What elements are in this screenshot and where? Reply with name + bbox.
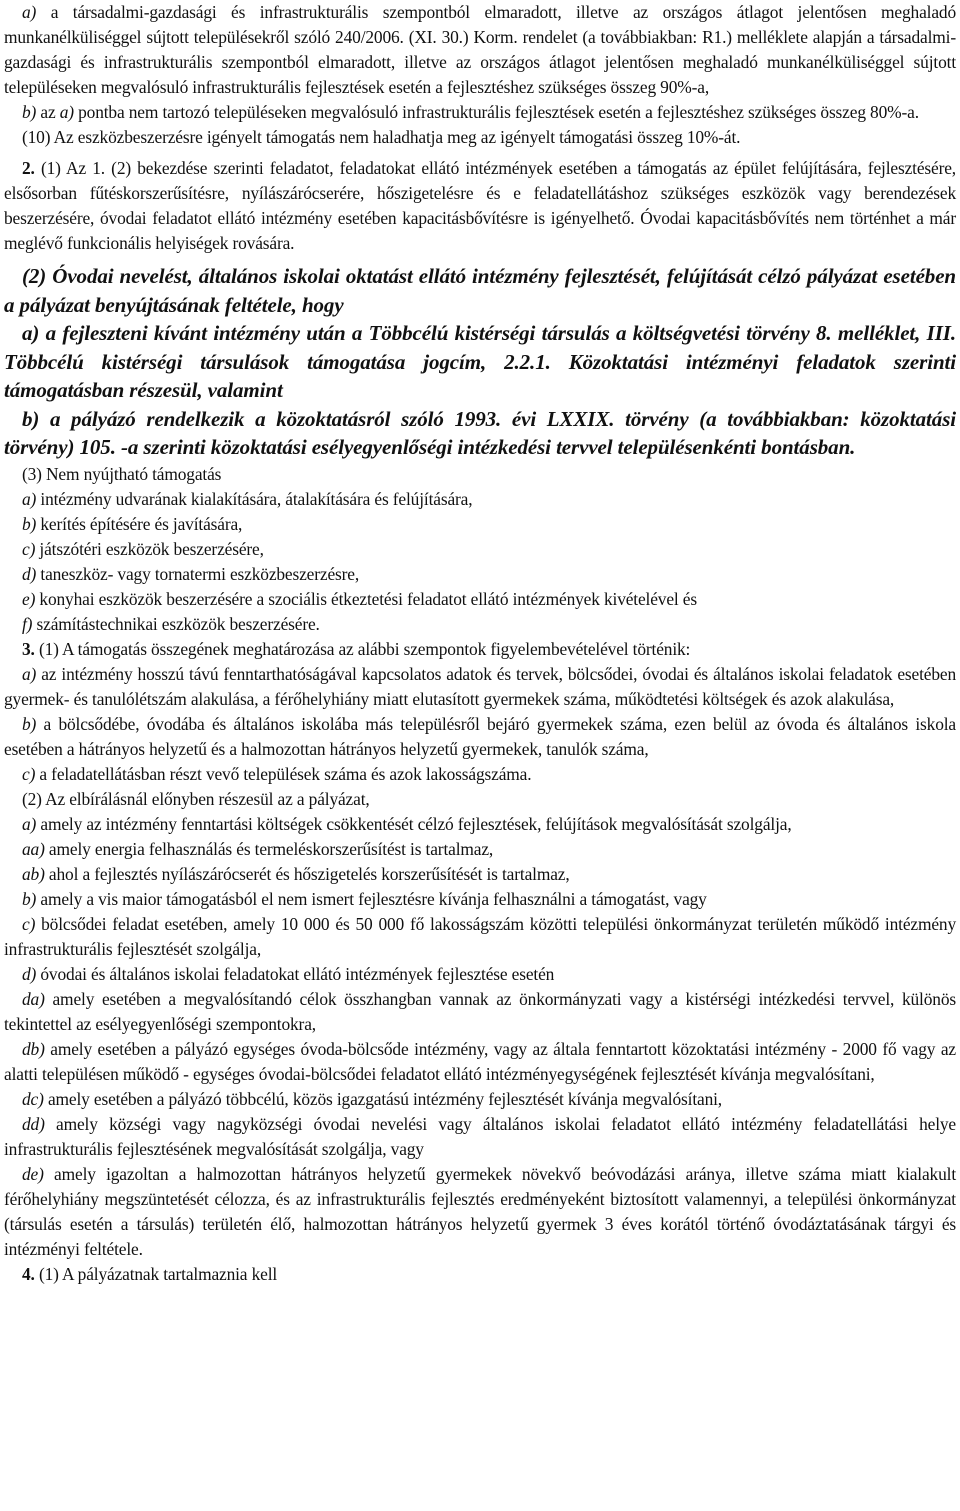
paragraph [4, 100, 956, 125]
paragraph [4, 462, 956, 487]
item-label: c) [22, 913, 36, 934]
item-label: a) [22, 2, 37, 22]
item-label: dd) [22, 1113, 45, 1134]
list-item [4, 962, 956, 987]
list-item [4, 562, 956, 587]
list-item [4, 862, 956, 887]
item-label: c) [22, 763, 36, 784]
section-number: 2. [22, 158, 35, 178]
item-text: játszótéri eszközök beszerzésére, [35, 538, 264, 559]
item-text: (2) Az elbírálásnál előnyben részesül az a pályázat, [22, 788, 370, 809]
list-item [4, 1087, 956, 1112]
item-text: amely községi vagy nagyközségi óvodai nevelési vagy általános iskolai feladatot ellátó intézmény feladatellátási helye infrastrukturális fejlesztésének megvalósítását szolgálja, vagy [4, 1113, 956, 1159]
item-text: a társadalmi-gazdasági és infrastrukturális szempontból elmaradott, illetve az országos átlagot jelentősen meghaladó munkanélküliséggel sújtott településekről szóló 240/2006. (XI. 30.) Korm. rendelet (a továbbiakban: R1.) melléklete alapján a társadalmi-gazdasági és infrastrukturális szempontból elmaradott, illetve az országos átlagot jelentősen meghaladó munkanélküliséggel sújtott településeken megvalósuló infrastrukturális fejlesztések esetén a fejlesztéshez szükséges összeg 90%-a, [4, 2, 956, 97]
item-text: (3) Nem nyújtható támogatás [22, 463, 222, 484]
item-text: amely az intézmény fenntartási költségek csökkentését célzó fejlesztések, felújítások megvalósítását szolgálja, [36, 813, 792, 834]
item-label: a) [22, 663, 37, 684]
list-item [4, 537, 956, 562]
item-label: f) [22, 613, 33, 634]
list-item [4, 712, 956, 762]
item-label: da) [22, 988, 45, 1009]
item-text: kerítés építésére és javítására, [36, 513, 243, 534]
item-label: b) [22, 888, 37, 909]
item-label: a) [22, 488, 37, 509]
item-text: (1) A támogatás összegének meghatározása az alábbi szempontok figyelembevételével történik: [34, 638, 691, 659]
list-item [4, 887, 956, 912]
list-item [4, 512, 956, 537]
section-number: 4. [22, 1263, 35, 1284]
list-item [4, 662, 956, 712]
bold-text: (2) Óvodai nevelést, általános iskolai oktatást ellátó intézmény fejlesztését, felújítását célzó pályázat esetében a pályázat benyújtásának feltétele, hogy [4, 264, 956, 317]
list-item [4, 912, 956, 962]
list-item [4, 762, 956, 787]
item-text: az [36, 102, 60, 122]
item-text: a feladatellátásban részt vevő települések száma és azok lakosságszáma. [35, 763, 532, 784]
item-label: de) [22, 1163, 44, 1184]
item-text: taneszköz- vagy tornatermi eszközbeszerzésre, [36, 563, 360, 584]
item-text: az intézmény hosszú távú fenntarthatóságával kapcsolatos adatok és tervek, bölcsődei, óvodai és általános iskolai feladatok esetében gyermek- és tanulólétszám alakulása, a férőhelyhiány miatt elutasított gyermekek száma, működtetési költségek és azok alakulása, [4, 663, 956, 709]
list-item [4, 987, 956, 1037]
list-item [4, 1162, 956, 1262]
item-text: amely esetében a pályázó egységes óvoda-bölcsőde intézmény, vagy az általa fenntartott közoktatási intézmény - 2000 fő vagy az alatti településen működő - egységes óvodai-bölcsődei feladatot ellátó intézményegységének fejlesztését kívánja megvalósítani, [4, 1038, 956, 1084]
item-text: intézmény udvarának kialakítására, átalakítására és felújítására, [36, 488, 473, 509]
item-label: b) [22, 713, 37, 734]
item-text: ahol a fejlesztés nyílászárócserét és hőszigetelés korszerűsítését is tartalmaz, [44, 863, 570, 884]
item-label: ab) [22, 863, 45, 884]
list-item [4, 612, 956, 637]
bold-paragraph [4, 405, 956, 462]
item-label: b) [22, 513, 37, 534]
item-text: amely energia felhasználás és termeléskorszerűsítést is tartalmaz, [44, 838, 494, 859]
item-label: b) [22, 102, 37, 122]
item-text: amely igazoltan a halmozottan hátrányos helyzetű gyermekek növekvő beóvodázási aránya, illetve száma miatt kialakult férőhelyhiány megszüntetését célozza, és az infrastrukturális fejlesztés eredményeként biztosított valamennyi, a települési önkormányzat (társulás esetén a társulás) területén élő, halmozottan hátrányos helyzetű gyermek 3 éves korától történő óvodáztatásának tárgyi és intézményi feltétele. [4, 1163, 956, 1259]
item-label: c) [22, 538, 36, 559]
item-label: a) [22, 813, 37, 834]
item-label: aa) [22, 838, 45, 859]
bold-paragraph [4, 262, 956, 319]
bold-text: b) a pályázó rendelkezik a közoktatásról szóló 1993. évi LXXIX. törvény (a továbbiakban: közoktatási törvény) 105. -a szerinti közoktatási esélyegyenlőségi intézkedési tervvel településenkénti bontásban. [4, 406, 956, 459]
item-text: (1) Az 1. (2) bekezdése szerinti feladatot, feladatokat ellátó intézmények esetében a támogatás az épület felújítására, fejlesztésére, elsősorban fűtéskorszerűsítésre, nyílászárócserére, hőszigetelésre és e feladatellátáshoz szükséges eszközök vagy berendezések beszerzésére, óvodai feladatot ellátó intézmény esetében kapacitásbővítésre is igényelhető. Óvodai kapacitásbővítés nem történhet a már meglévő funkcionális helyiségek rovására. [4, 158, 956, 253]
item-text: pontba nem tartozó településeken megvalósuló infrastrukturális fejlesztések esetén a fejlesztéshez szükséges összeg 80%-a. [73, 102, 919, 122]
item-text: amely a vis maior támogatásból el nem ismert fejlesztésre kívánja felhasználni a támogatást, vagy [36, 888, 707, 909]
section-number: 3. [22, 638, 35, 659]
paragraph [4, 787, 956, 812]
list-item [4, 1112, 956, 1162]
item-text: amely esetében a megvalósítandó célok összhangban vannak az önkormányzati vagy a kistérségi intézkedési tervvel, különös tekintettel az esélyegyenlőségi szempontokra, [4, 988, 956, 1034]
item-label: d) [22, 963, 37, 984]
item-label: a) [59, 102, 74, 122]
item-label: e) [22, 588, 36, 609]
paragraph [4, 0, 956, 100]
section-paragraph [4, 637, 956, 662]
bold-paragraph [4, 319, 956, 405]
list-item [4, 812, 956, 837]
item-label: d) [22, 563, 37, 584]
list-item [4, 837, 956, 862]
item-text: (10) Az eszközbeszerzésre igényelt támogatás nem haladhatja meg az igényelt támogatási összeg 10%-át. [22, 127, 741, 147]
item-text: a bölcsődébe, óvodába és általános iskolába más településről bejáró gyermekek száma, ezen belül az óvoda és általános iskola esetében a hátrányos helyzetű és a halmozottan hátrányos helyzetű gyermekek, tanulók száma, [4, 713, 956, 759]
item-label: dc) [22, 1088, 44, 1109]
section-paragraph [4, 1262, 956, 1287]
item-text: számítástechnikai eszközök beszerzésére. [32, 613, 320, 634]
section-paragraph [4, 156, 956, 256]
item-text: konyhai eszközök beszerzésére a szociális étkeztetési feladatot ellátó intézmények kivételével és [35, 588, 697, 609]
list-item [4, 587, 956, 612]
bold-text: a) a fejleszteni kívánt intézmény után a Többcélú kistérségi társulás a költségvetési törvény 8. melléklet, III. Többcélú kistérségi társulások támogatása jogcím, 2.2.1. Közoktatási intézményi feladatok szerinti támogatásban részesül, valamint [4, 321, 956, 402]
list-item [4, 1037, 956, 1087]
list-item [4, 487, 956, 512]
item-text: amely esetében a pályázó többcélú, közös igazgatású intézmény fejlesztését kívánja megvalósítani, [43, 1088, 723, 1109]
item-text: bölcsődei feladat esetében, amely 10 000 és 50 000 fő lakosságszám közötti települési önkormányzat területén működő intézmény infrastrukturális fejlesztését szolgálja, [4, 913, 956, 959]
paragraph [4, 125, 956, 150]
item-text: (1) A pályázatnak tartalmaznia kell [34, 1263, 278, 1284]
item-text: óvodai és általános iskolai feladatokat ellátó intézmények fejlesztése esetén [36, 963, 555, 984]
item-label: db) [22, 1038, 45, 1059]
